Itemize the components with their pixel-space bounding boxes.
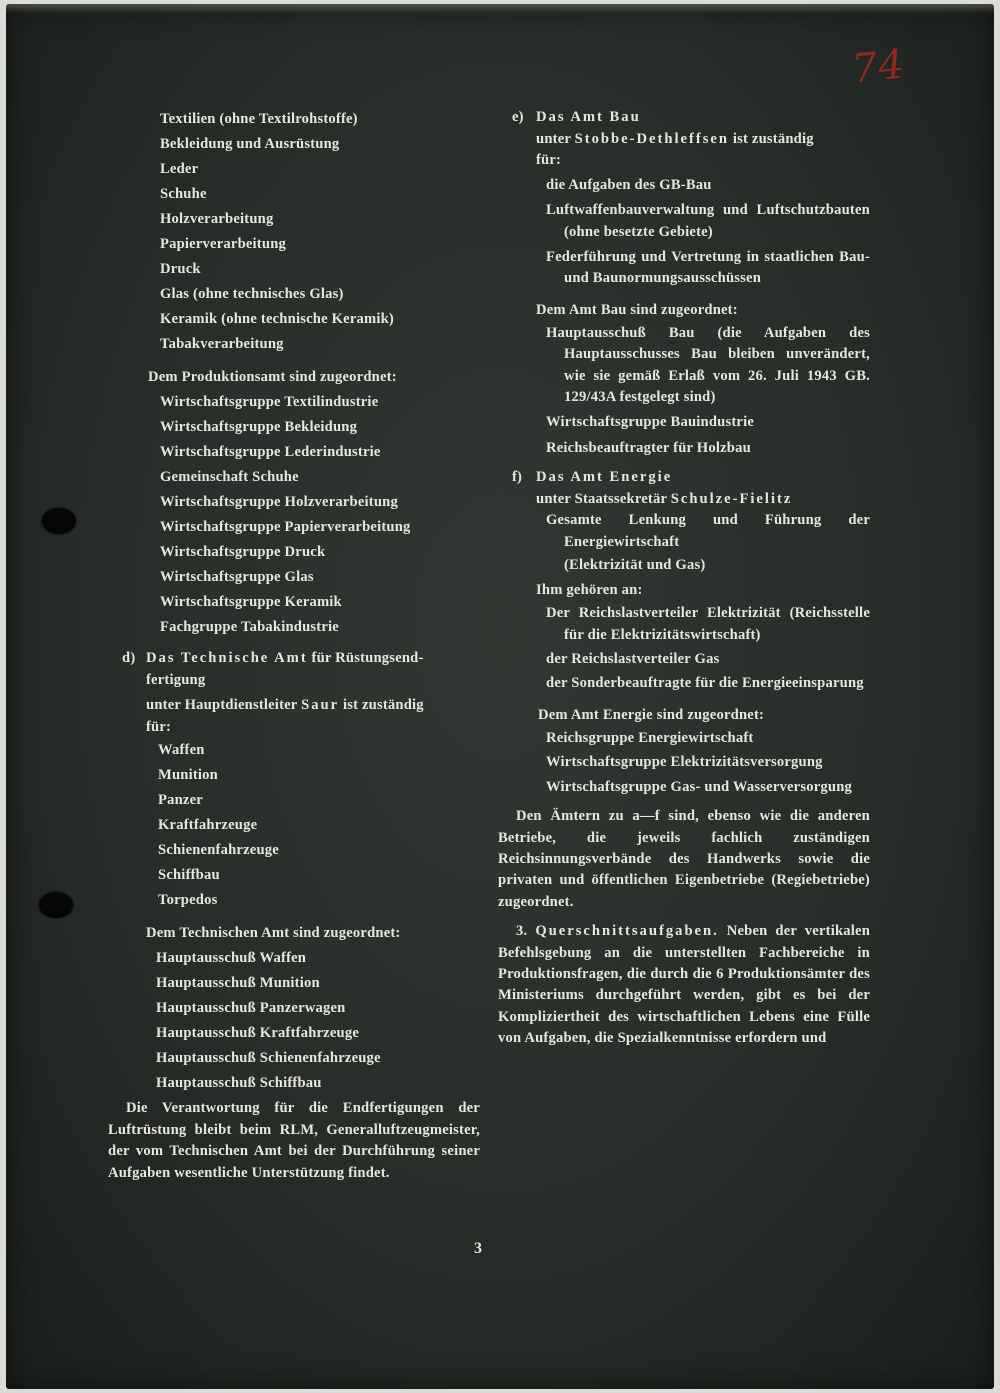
section-letter: d) <box>122 650 136 666</box>
section-e <box>498 107 870 459</box>
section-f-belongs-heading: Ihm gehören an: <box>536 582 643 599</box>
list-item: Luftwaffenbauverwaltung und Luftschutzbauten (ohne besetzte Gebiete) <box>546 202 870 240</box>
list-item: Munition <box>158 767 218 784</box>
left-column <box>108 107 480 1184</box>
section-f-assigned-heading: Dem Amt Energie sind zugeordnet: <box>538 706 765 723</box>
section-f-assigned-list <box>498 728 870 798</box>
list-item: Glas (ohne technisches Glas) <box>160 286 344 302</box>
list-item: Hauptausschuß Munition <box>156 975 320 992</box>
list-item: Wirtschaftsgruppe Bauindustrie <box>546 414 755 431</box>
section-f-belongs-list <box>498 603 870 695</box>
section-f <box>498 467 870 798</box>
section-subtitle: unter Staatssekretär Schulze-Fielitz <box>536 490 793 507</box>
section-e-items <box>498 175 870 290</box>
list-item: Hauptausschuß Bau (die Aufgaben des Hauptausschusses Bau bleiben unverändert, wie sie gemäß Erlaß vom 26. Juli 1943 GB. 129/43A festgelegt sind) <box>546 324 870 406</box>
list-item: Reichsgruppe Energiewirtschaft <box>546 729 754 746</box>
list-item: Wirtschaftsgruppe Bekleidung <box>160 419 358 435</box>
section-letter: f) <box>512 469 523 486</box>
list-item: Torpedos <box>158 892 218 909</box>
handwritten-archive-number: 74 <box>849 41 908 93</box>
list-item: Wirtschaftsgruppe Gas- und Wasserversorgung <box>546 778 853 795</box>
production-items-list <box>108 107 480 357</box>
section-d-assigned-heading: Dem Technischen Amt sind zugeordnet: <box>146 925 401 942</box>
sheet-edge <box>6 4 994 14</box>
section-title: Das Amt Bau <box>536 109 641 125</box>
section-letter: e) <box>512 109 524 125</box>
list-item: Gesamte Lenkung und Führung der Energiewirtschaft <box>546 512 870 550</box>
list-item: der Reichslastverteiler Gas <box>546 651 720 668</box>
list-item: Wirtschaftsgruppe Keramik <box>160 594 342 610</box>
section-d-items <box>108 738 480 913</box>
list-item: Textilien (ohne Textilrohstoffe) <box>160 111 358 127</box>
section-text: Neben der vertikalen Befehlsgebung an die unterstellten Fachbereiche in Produktionsfragen, die durch die 6 Produktionsämter des Ministeriums durchgeführt werden, gibt es bei der Kompliziertheit des wirtschaftlichen Lebens eine Fülle von Aufgaben, die Spezialkenntnisse erfordern und <box>498 923 871 1047</box>
list-item: Hauptausschuß Waffen <box>156 950 307 967</box>
list-item: die Aufgaben des GB-Bau <box>546 176 712 193</box>
list-item: Gemeinschaft Schuhe <box>160 469 299 485</box>
list-item: Panzer <box>158 792 203 809</box>
list-item: Schiffbau <box>158 867 220 884</box>
list-item: Druck <box>160 261 201 277</box>
section-title: Das Technische Amt für Rüstungsend- fertigung <box>146 650 424 688</box>
list-item: Federführung und Vertretung in staatlichen Bau- und Baunormungsausschüssen <box>546 249 870 287</box>
section-d-assigned-list <box>108 946 480 1096</box>
list-item: Holzverarbeitung <box>160 211 274 227</box>
list-item: Bekleidung und Ausrüstung <box>160 136 340 152</box>
right-column <box>498 107 870 1050</box>
list-item: Hauptausschuß Kraftfahrzeuge <box>156 1025 360 1042</box>
list-item: Wirtschaftsgruppe Lederindustrie <box>160 444 381 460</box>
list-item: Kraftfahrzeuge <box>158 817 258 834</box>
list-item: Hauptausschuß Panzerwagen <box>156 1000 346 1017</box>
list-item: Wirtschaftsgruppe Textilindustrie <box>160 394 379 410</box>
section-e-assigned-list <box>498 323 870 459</box>
production-assigned-list <box>108 390 480 640</box>
list-item: Wirtschaftsgruppe Glas <box>160 569 314 585</box>
section-e-assigned-heading: Dem Amt Bau sind zugeordnet: <box>536 301 738 318</box>
production-assigned-heading: Dem Produktionsamt sind zugeordnet: <box>148 369 397 385</box>
list-item: Der Reichslastverteiler Elektrizität (Reichsstelle für die Elektrizitätswirtschaft) <box>546 605 870 643</box>
section-subtitle: unter Hauptdienstleiter Saur ist zuständig für: <box>146 697 424 735</box>
list-item: Hauptausschuß Schiffbau <box>156 1075 322 1092</box>
list-item: Hauptausschuß Schienenfahrzeuge <box>156 1050 381 1067</box>
list-item: Wirtschaftsgruppe Druck <box>160 544 326 560</box>
section-3-paragraph <box>498 921 870 1049</box>
list-item: (Elektrizität und Gas) <box>564 557 706 574</box>
list-item: Keramik (ohne technische Keramik) <box>160 311 394 327</box>
section-subtitle: unter Stobbe-Dethleffsen ist zuständig für: <box>536 130 814 169</box>
list-item: Wirtschaftsgruppe Papierverarbeitung <box>160 519 411 535</box>
punch-hole-lower <box>39 892 73 918</box>
list-item: Fachgruppe Tabakindustrie <box>160 619 339 635</box>
list-item: Schuhe <box>160 186 207 202</box>
section-f-items <box>498 510 870 578</box>
list-item: Waffen <box>158 742 205 759</box>
list-item: Wirtschaftsgruppe Holzverarbeitung <box>160 494 398 510</box>
list-item: Wirtschaftsgruppe Elektrizitätsversorgung <box>546 754 823 771</box>
section-title: Das Amt Energie <box>536 469 673 486</box>
section-d-closing-paragraph: Die Verantwortung für die Endfertigungen der Luftrüstung bleibt beim RLM, Generalluftzeugmeister, der vom Technischen Amt bei der Durchführung seiner Aufgaben wesentliche Unterstützung findet. <box>108 1100 480 1181</box>
list-item: Schienenfahrzeuge <box>158 842 279 859</box>
list-item: Papierverarbeitung <box>160 236 287 252</box>
closing-paragraph: Den Ämtern zu a—f sind, ebenso wie die anderen Betriebe, die jeweils fachlich zuständigen Reichsinnungsverbände des Handwerks sowie die privaten und öffentlichen Eigenbetriebe (Regiebetriebe) zugeordnet. <box>498 808 870 910</box>
punch-hole-upper <box>42 508 76 534</box>
page-number: 3 <box>474 1240 482 1257</box>
section-number: 3. <box>516 923 528 940</box>
list-item: Leder <box>160 161 199 177</box>
list-item: der Sonderbeauftragte für die Energieeinsparung <box>546 675 864 692</box>
list-item: Tabakverarbeitung <box>160 336 284 352</box>
list-item: Reichsbeauftragter für Holzbau <box>546 439 751 456</box>
section-title: Querschnittsaufgaben. <box>535 923 719 940</box>
section-d <box>108 648 480 1184</box>
